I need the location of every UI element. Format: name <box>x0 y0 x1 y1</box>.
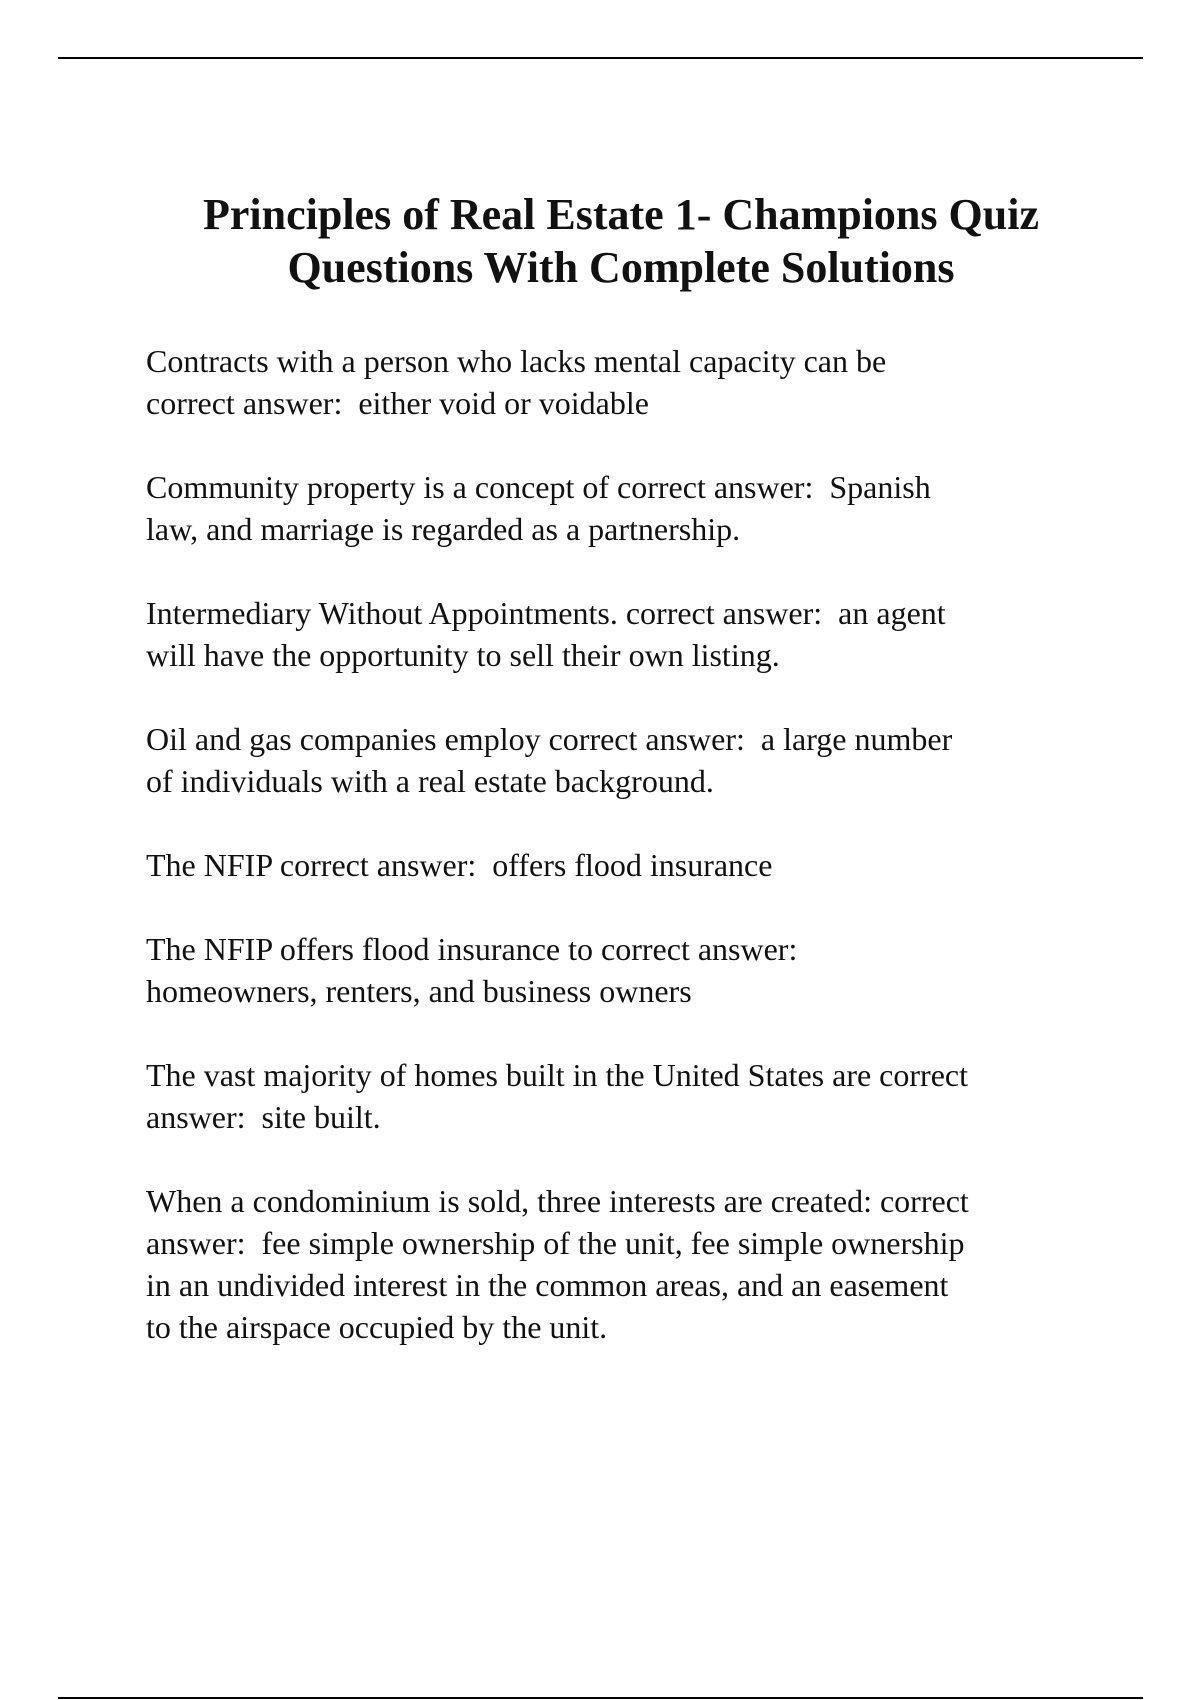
qa-item <box>146 844 1086 886</box>
qa-item <box>146 1054 1086 1138</box>
qa-line: Community property is a concept of correct answer: Spanish <box>146 469 931 505</box>
qa-line: to the airspace occupied by the unit. <box>146 1309 608 1345</box>
qa-line: Intermediary Without Appointments. correct answer: an agent <box>146 595 946 631</box>
qa-line: Contracts with a person who lacks mental capacity can be <box>146 343 887 379</box>
qa-line: in an undivided interest in the common areas, and an easement <box>146 1267 949 1303</box>
qa-line: will have the opportunity to sell their own listing. <box>146 637 780 673</box>
footer-rule <box>58 1697 1143 1699</box>
qa-item <box>146 340 1086 424</box>
document-title <box>58 188 1184 294</box>
qa-line: of individuals with a real estate background. <box>146 763 714 799</box>
qa-item <box>146 592 1086 676</box>
qa-line: The NFIP correct answer: offers flood insurance <box>146 847 773 883</box>
qa-line: The NFIP offers flood insurance to correct answer: <box>146 931 798 967</box>
qa-line: correct answer: either void or voidable <box>146 385 649 421</box>
title-line-1: Principles of Real Estate 1- Champions Quiz <box>203 190 1039 239</box>
qa-item <box>146 466 1086 550</box>
qa-item <box>146 1180 1086 1348</box>
qa-item <box>146 928 1086 1012</box>
qa-line: answer: fee simple ownership of the unit, fee simple ownership <box>146 1225 965 1261</box>
qa-line: homeowners, renters, and business owners <box>146 973 692 1009</box>
qa-line: Oil and gas companies employ correct answer: a large number <box>146 721 953 757</box>
header-rule <box>58 57 1143 59</box>
qa-item <box>146 718 1086 802</box>
qa-line: When a condominium is sold, three interests are created: correct <box>146 1183 969 1219</box>
qa-line: answer: site built. <box>146 1099 381 1135</box>
title-line-2: Questions With Complete Solutions <box>287 243 955 292</box>
qa-line: The vast majority of homes built in the United States are correct <box>146 1057 968 1093</box>
question-answer-list <box>146 340 1086 1390</box>
qa-line: law, and marriage is regarded as a partnership. <box>146 511 741 547</box>
